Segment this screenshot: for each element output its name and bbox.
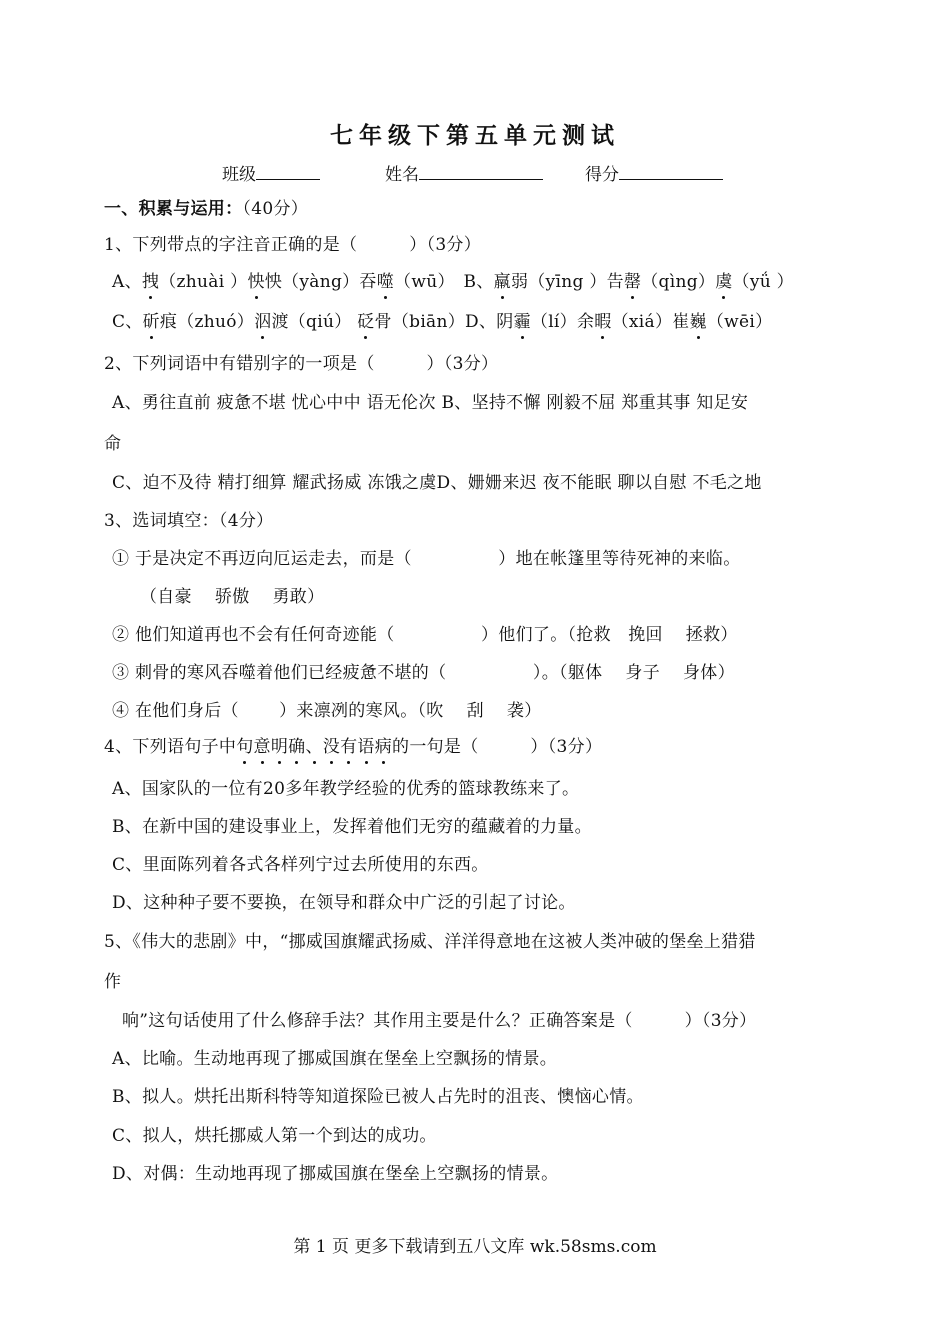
q4-dotted-char: 句 xyxy=(236,737,254,757)
q4-dotted-char: 有 xyxy=(340,737,358,757)
q5-option-c: C、拟人，烘托挪威人第一个到达的成功。 xyxy=(112,1126,437,1146)
q1-text: 痕（zhuó） xyxy=(159,312,255,332)
page-footer: 第 1 页 更多下载请到五八文库 wk.58sms.com xyxy=(293,1237,657,1257)
q1-dotted-char: 噬 xyxy=(376,272,395,292)
q4-dotted-char: 语 xyxy=(357,737,375,757)
q1-text: （yǘ ） xyxy=(732,272,794,292)
name-blank xyxy=(419,164,543,180)
section-title: 一、积累与运用： xyxy=(104,199,243,219)
q3-item-2: ② 他们知道再也不会有任何奇迹能（ ）他们了。（抢救 挽回 拯救） xyxy=(112,625,738,645)
q1-dotted-char: 暇 xyxy=(594,312,612,332)
q1-options-ab xyxy=(112,272,794,292)
q1-dotted-char: 斫 xyxy=(142,312,160,332)
q4-stem xyxy=(104,737,602,757)
q2-options-ab: A、勇往直前 疲惫不堪 忧心中中 语无伦次 B、坚持不懈 刚毅不屈 郑重其事 知足安 xyxy=(112,393,749,413)
q1-dotted-char: 砭 xyxy=(357,312,375,332)
class-blank xyxy=(256,164,320,180)
q4-dotted-char: 意 xyxy=(253,737,271,757)
class-label: 班级 xyxy=(222,165,256,185)
q1-text: C、 xyxy=(112,312,143,332)
q5-option-b: B、拟人。烘托出斯科特等知道探险已被人占先时的沮丧、懊恼心情。 xyxy=(112,1087,644,1107)
q4-stem-text: 的一句是（ ）（3分） xyxy=(392,737,603,757)
q3-item-4: ④ 在他们身后（ ）来凛冽的寒风。（吹 刮 袭） xyxy=(112,701,542,721)
q5-stem-wrap: 作 xyxy=(104,972,122,992)
name-label: 姓名 xyxy=(385,165,419,185)
q1-text: 渡（qiú） xyxy=(271,312,358,332)
q1-text: 骨（biān）D、阴 xyxy=(374,312,514,332)
q1-text: A、 xyxy=(112,272,142,292)
q1-dotted-char: 羸 xyxy=(493,272,511,292)
q1-text: （zhuài ） xyxy=(159,272,248,292)
q1-stem: 1、下列带点的字注音正确的是（ ）（3分） xyxy=(104,235,482,255)
q4-option-b: B、在新中国的建设事业上，发挥着他们无穷的蕴藏着的力量。 xyxy=(112,817,592,837)
q2-options-cd: C、迫不及待 精打细算 耀武扬威 冻饿之虞D、姗姗来迟 夜不能眠 聊以自慰 不毛之地 xyxy=(112,473,762,493)
q1-text: 怏（yàng）吞 xyxy=(264,272,377,292)
q1-dotted-char: 虞 xyxy=(715,272,733,292)
q1-dotted-char: 巍 xyxy=(689,312,707,332)
section-heading xyxy=(104,199,308,219)
q5-stem-continued: 响”这句话使用了什么修辞手法？其作用主要是什么？正确答案是（ ）（3分） xyxy=(122,1011,757,1031)
q2-options-ab-wrap: 命 xyxy=(104,434,122,454)
page-title: 七年级下第五单元测试 xyxy=(330,122,620,149)
q4-dotted-char: 确 xyxy=(288,737,306,757)
q5-option-a: A、比喻。生动地再现了挪威国旗在堡垒上空飘扬的情景。 xyxy=(112,1049,558,1069)
q4-option-c: C、里面陈列着各式各样列宁过去所使用的东西。 xyxy=(112,855,489,875)
q4-dotted-char: 没 xyxy=(322,737,341,757)
q1-text: （lí）余 xyxy=(530,312,595,332)
q1-text: （xiá）崔 xyxy=(611,312,690,332)
q4-option-a: A、国家队的一位有20多年教学经验的优秀的篮球教练来了。 xyxy=(112,779,580,799)
score-blank xyxy=(619,164,723,180)
q4-dotted-char: 病 xyxy=(374,737,393,757)
q3-stem: 3、选词填空：（4分） xyxy=(104,511,274,531)
q4-dotted-char: 、 xyxy=(305,737,323,757)
q5-stem: 5、《伟大的悲剧》中，“挪威国旗耀武扬威、洋洋得意地在这被人类冲破的堡垒上猎猎 xyxy=(104,932,756,952)
name-field xyxy=(385,160,543,185)
q1-dotted-char: 罄 xyxy=(623,272,642,292)
q4-option-d: D、这种种子要不要换，在领导和群众中广泛的引起了讨论。 xyxy=(112,893,576,913)
score-field xyxy=(585,160,723,185)
q1-dotted-char: 泅 xyxy=(254,312,272,332)
q3-item-3: ③ 刺骨的寒风吞噬着他们已经疲惫不堪的（ ）。（躯体 身子 身体） xyxy=(112,663,735,683)
q1-dotted-char: 霾 xyxy=(513,312,531,332)
q5-option-d: D、对偶：生动地再现了挪威国旗在堡垒上空飘扬的情景。 xyxy=(112,1164,559,1184)
q3-item-1: ① 于是决定不再迈向厄运走去，而是（ ）地在帐篷里等待死神的来临。 xyxy=(112,549,741,569)
score-label: 得分 xyxy=(585,165,619,185)
q1-dotted-char: 拽 xyxy=(141,272,160,292)
q1-dotted-char: 怏 xyxy=(247,272,265,292)
q4-stem-text: 4、下列语句子中 xyxy=(104,737,237,757)
q1-text: 弱（yīng ）告 xyxy=(510,272,624,292)
q1-text: （qìng） xyxy=(641,272,716,292)
q1-text: （wū） B、 xyxy=(394,272,494,292)
q2-stem: 2、下列词语中有错别字的一项是（ ）（3分） xyxy=(104,354,499,374)
class-field xyxy=(222,160,320,185)
q1-options-cd xyxy=(112,312,772,332)
section-points: （40分） xyxy=(242,199,309,219)
q1-text: （wēi） xyxy=(706,312,773,332)
q3-item-1-options: （自豪 骄傲 勇敢） xyxy=(140,587,325,607)
q4-dotted-char: 明 xyxy=(270,737,289,757)
